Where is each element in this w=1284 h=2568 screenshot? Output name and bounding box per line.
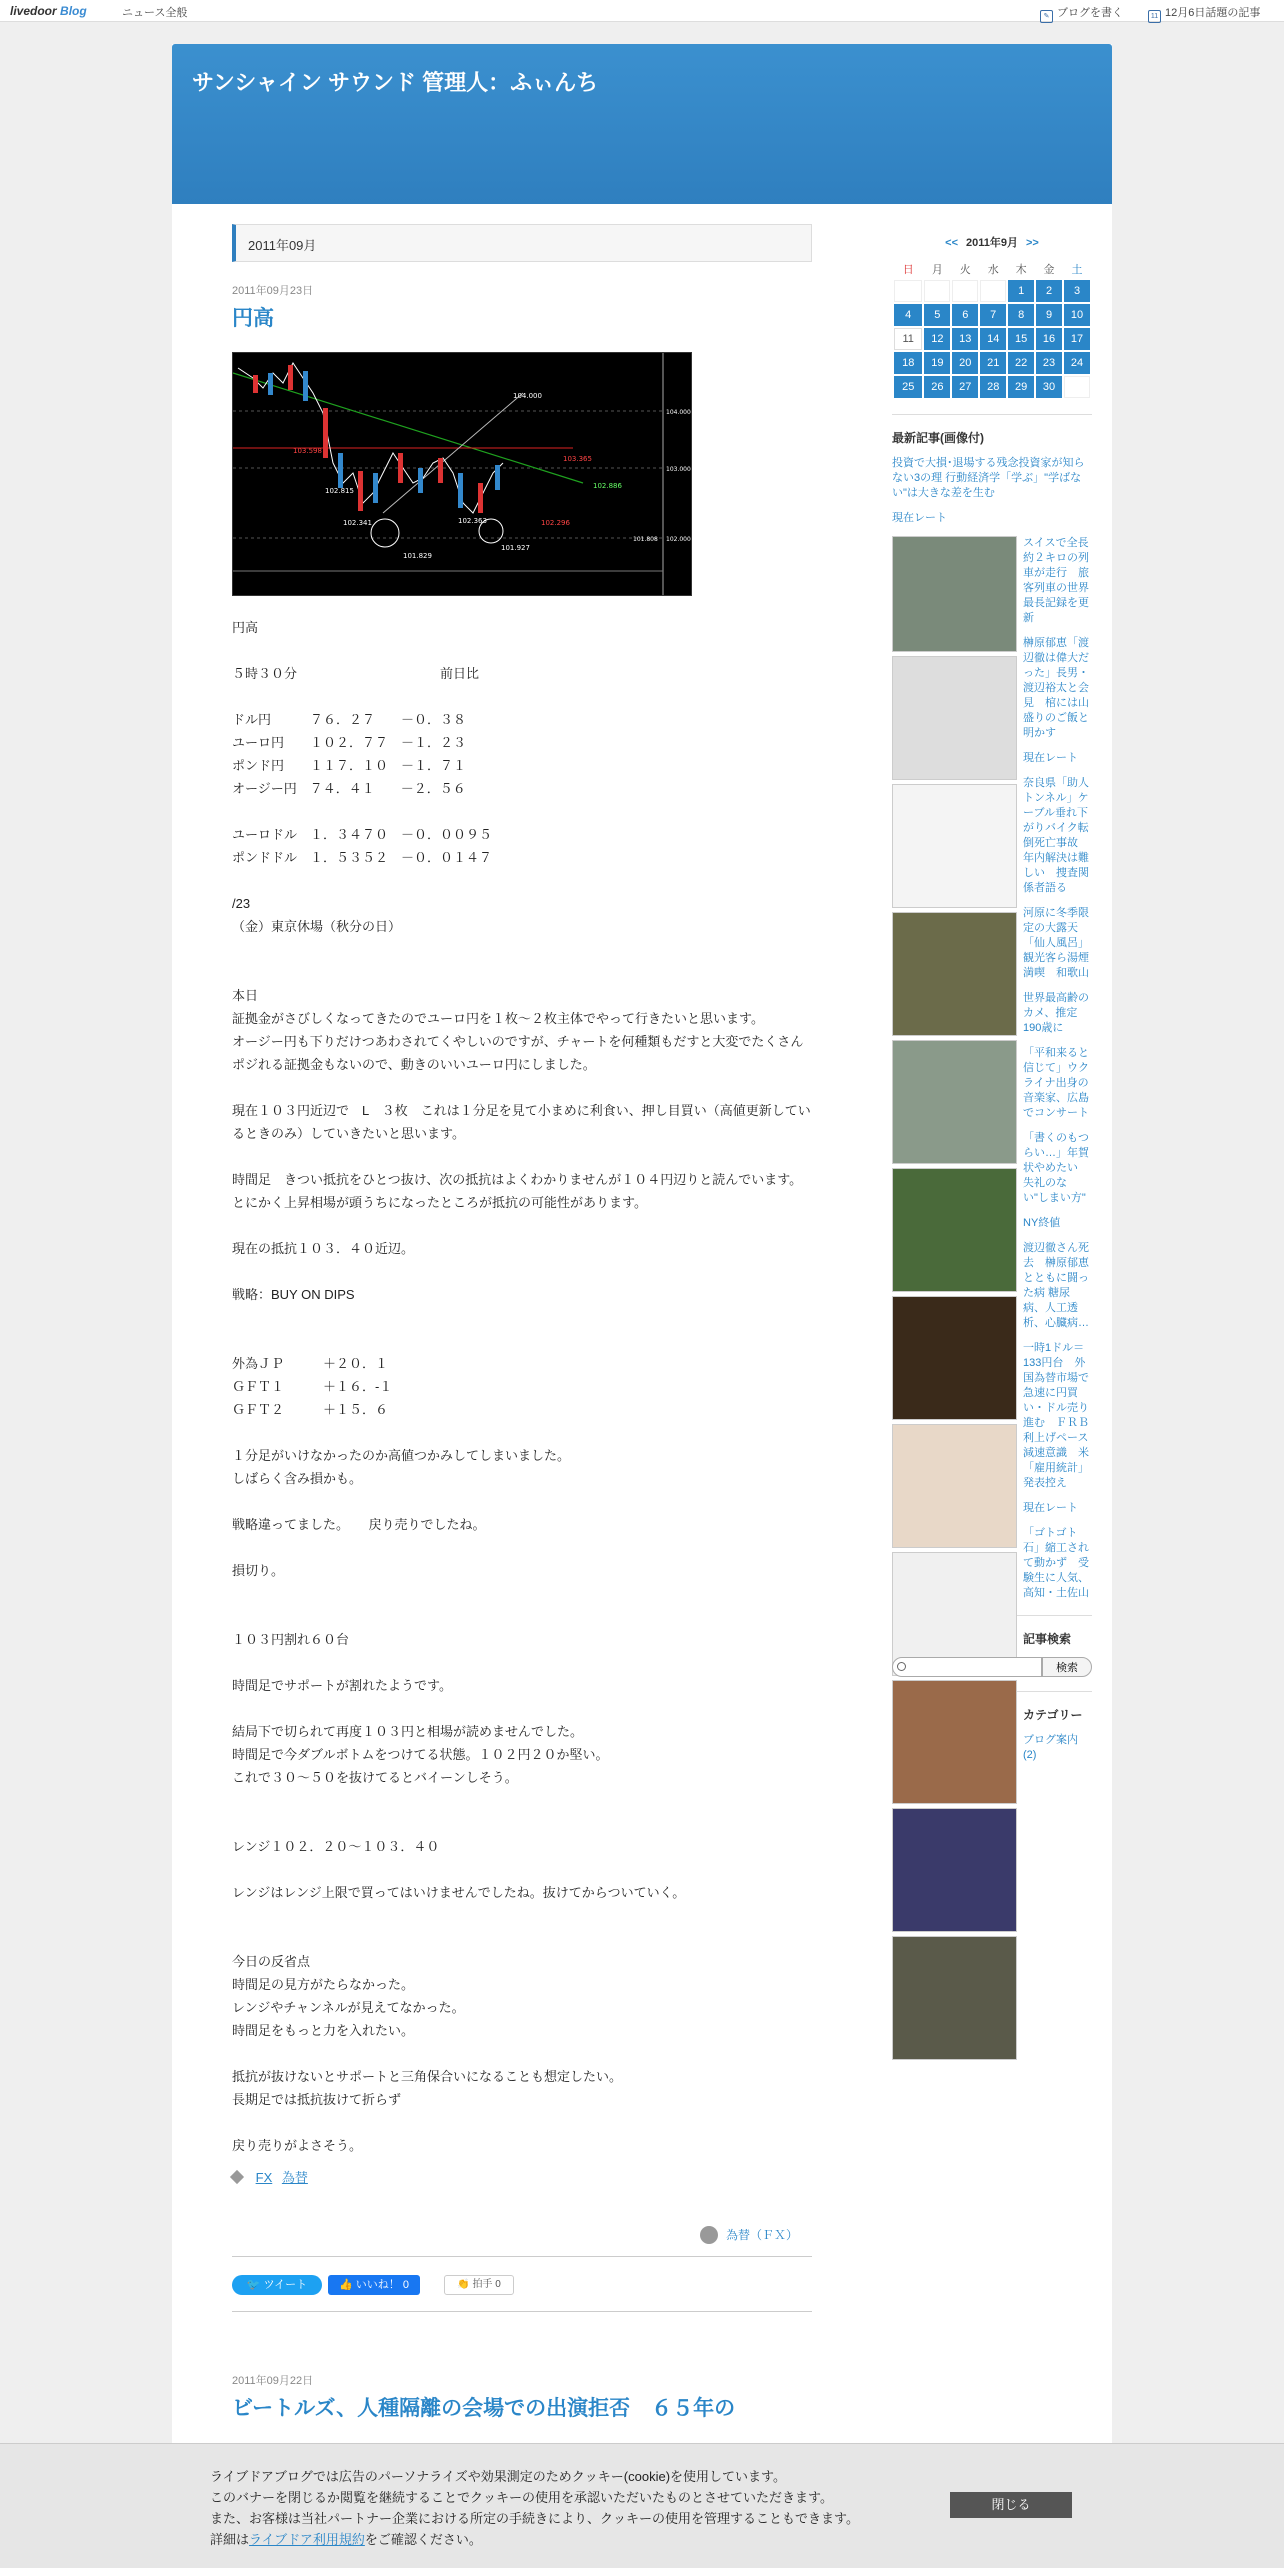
recent-post-thumbnail[interactable] (892, 536, 1017, 652)
cookie-text-pre: 詳細は (210, 2532, 250, 2547)
post-body-line: 抵抗が抜けないとサポートと三角保合いになることも想定したい。 (232, 2069, 623, 2084)
twitter-bird-icon: 🐦 (246, 2279, 261, 2291)
calendar-weekday: 日 (902, 264, 914, 276)
chart-label: 101.808 (633, 536, 658, 543)
post-body-line: 戻り売りがよさそう。 (232, 2138, 363, 2153)
recent-post-text[interactable]: 奈良県「助人トンネル」ケーブル垂れ下がりバイク転倒死亡事故 年内解決は難しい 捜査関係者語る (1023, 777, 1089, 894)
post-body-line (232, 1651, 812, 1674)
post-body-line: （金）東京休場（秋分の日） (232, 919, 402, 934)
post-body-line: 現在１０３円近辺で L ３枚 これは１分足を見て小まめに利食い、押し目買い（高値更新しているときのみ）していきたいと思います。 (232, 1103, 811, 1141)
thumbs-up-icon: 👍 (339, 2279, 353, 2291)
chart-label: 102.341 (343, 519, 372, 527)
calendar-weekday: 土 (1071, 264, 1083, 276)
candlestick-chart-svg (233, 353, 691, 595)
post-body-line (232, 1858, 812, 1881)
post-body-line (232, 639, 812, 662)
blog-header (172, 44, 1112, 204)
post-body-line (232, 1076, 812, 1099)
recent-post-thumbnail[interactable] (892, 1424, 1017, 1548)
fx-chart-image[interactable] (232, 352, 692, 596)
calendar-day-link[interactable]: 12 (924, 328, 950, 350)
calendar-prev-link[interactable]: << (945, 237, 958, 249)
post-body-line: 時間足で今ダブルボトムをつけてる状態。１０２円２０か堅い。 (232, 1747, 609, 1762)
clap-icon: 👏 (457, 2279, 470, 2290)
post-body-line: ドル円 ７６．２７ －０．３８ (232, 712, 467, 727)
post-body-line: ユーロ円 １０２．７７ －１．２３ (232, 735, 467, 750)
search-button[interactable]: 検索 (1042, 1657, 1092, 1677)
post-body-line (232, 1306, 812, 1329)
recent-post-text[interactable]: 「ゴトゴト石」縮工されて動かず 受験生に人気、高知・土佐山 (1023, 1527, 1089, 1599)
blog-title[interactable]: サンシャイン サウンド 管理人：ふぃんち (192, 70, 599, 95)
like-label: いいね！ 0 (355, 2279, 409, 2291)
calendar-empty-cell (1064, 376, 1090, 398)
recent-posts-heading: 最新記事(画像付) (892, 431, 984, 445)
post-body (232, 616, 812, 2157)
calendar-icon: 11 (1148, 10, 1161, 23)
calendar-day-link[interactable]: 7 (980, 304, 1006, 326)
cookie-text (210, 2529, 930, 2550)
cookie-text: このバナーを閉じるか閲覧を継続することでクッキーの使用を承認いただいたものとさせていただきます。 (210, 2490, 833, 2505)
post-body-line: これで３０～５０を抜けてるとバイーンしそう。 (232, 1770, 518, 1785)
chart-label: 103.365 (563, 455, 592, 463)
calendar-weekday: 火 (959, 264, 971, 276)
calendar-header (892, 234, 1092, 250)
calendar-title: 2011年9月 (966, 237, 1018, 249)
calendar-day-link[interactable]: 3 (1064, 280, 1090, 302)
calendar-day-link[interactable]: 8 (1008, 304, 1034, 326)
post-body-line: 円高 (232, 620, 259, 635)
post-body-line: レンジはレンジ上限で買ってはいけませんでしたね。抜けてからついていく。 (232, 1885, 686, 1900)
tag-link[interactable]: FX (255, 2170, 273, 2185)
sidebar (892, 234, 1095, 2064)
calendar-day-link[interactable]: 25 (894, 376, 922, 398)
calendar-day-link[interactable]: 28 (980, 376, 1006, 398)
post-body-line: ＧＦＴ２ ＋１５．６ (232, 1402, 389, 1417)
recent-post-thumbnail[interactable] (892, 912, 1017, 1036)
recent-post-thumbnail[interactable] (892, 1296, 1017, 1420)
recent-post-text[interactable]: 榊原郁恵「渡辺徹は偉大だった」長男・渡辺裕太と会見 棺には山盛りのご飯と明かす (1023, 637, 1089, 739)
chart-axis-label: 102.000 (666, 536, 691, 543)
recent-post-thumbnail[interactable] (892, 656, 1017, 780)
calendar-day-link[interactable]: 22 (1008, 352, 1034, 374)
recent-post-text[interactable]: 現在レート (892, 512, 947, 524)
post-body-line (232, 938, 812, 961)
recent-post-link (892, 511, 1092, 526)
post-body-line: 結局下で切られて再度１０３円と相場が読めませんでした。 (232, 1724, 584, 1739)
calendar-day-link[interactable]: 16 (1036, 328, 1062, 350)
recent-post-text[interactable]: 「平和来ると信じて」ウクライナ出身の音楽家、広島でコンサート (1023, 1047, 1089, 1119)
cookie-close-button[interactable]: 閉じる (950, 2492, 1072, 2518)
calendar-day-link[interactable]: 1 (1008, 280, 1034, 302)
post-body-line: 今日の反省点 (232, 1954, 311, 1969)
main-column (232, 224, 812, 2422)
facebook-like-button[interactable] (328, 2275, 420, 2295)
post-body-line: レンジやチャンネルが見えてなかった。 (232, 2000, 465, 2015)
calendar-day-link[interactable]: 4 (894, 304, 922, 326)
post-body-line: オージー円も下りだけつあわされてくやしいのですが、チャートを何種類もだすと大変でたくさんポジれる証拠金もないので、動きのいいユーロ円にしました。 (232, 1034, 804, 1072)
recent-post-thumbnail[interactable] (892, 1808, 1017, 1932)
calendar-day-link[interactable]: 29 (1008, 376, 1034, 398)
post-body-line (232, 1536, 812, 1559)
chart-axis-label: 104.000 (666, 409, 691, 416)
post-body-line: 現在の抵抗１０３．４０近辺。 (232, 1241, 415, 1256)
cookie-text-post: をご確認ください。 (364, 2532, 482, 2547)
page-container (172, 44, 1112, 2568)
post-body-line (232, 2042, 812, 2065)
category-icon (700, 2226, 718, 2244)
post-body-line (232, 869, 812, 892)
cookie-text: ライブドアブログでは広告のパーソナライズや効果測定のためクッキー(cookie)を使用しています。 (210, 2469, 786, 2484)
post-date: 2011年09月23日 (232, 285, 314, 297)
pencil-icon: ✎ (1040, 10, 1053, 23)
cookie-text: また、お客様は当社パートナー企業における所定の手続きにより、クッキーの使用を管理することもできます。 (210, 2511, 859, 2526)
recent-post-text[interactable]: NY終値 (1023, 1217, 1061, 1229)
category-heading: カテゴリー (1023, 1708, 1083, 1722)
post-body-line (232, 2111, 812, 2134)
search-heading: 記事検索 (1023, 1632, 1072, 1646)
chart-axis-label: 103.000 (666, 466, 691, 473)
post-body-line: 本日 (232, 988, 259, 1003)
recent-post-text[interactable]: 渡辺徹さん死去 榊原郁恵とともに闘った病 糖尿病、人工透析、心臓病… (1023, 1242, 1089, 1329)
calendar-day-link[interactable]: 2 (1036, 280, 1062, 302)
post-body-line: オージー円 ７４．４１ －２．５６ (232, 781, 466, 796)
post-body-line: ＧＦＴ１ ＋１６．‐１ (232, 1379, 393, 1394)
calendar-empty-cell (924, 280, 950, 302)
post-tags (232, 2167, 812, 2186)
chart-label: 102.886 (593, 482, 622, 490)
post-body-line: しばらく含み損かも。 (232, 1471, 363, 1486)
calendar-weekday: 月 (931, 264, 943, 276)
recent-post-text[interactable]: 現在レート (1023, 752, 1078, 764)
search-icon (897, 1662, 906, 1671)
post-body-line (232, 685, 812, 708)
calendar-table (892, 258, 1092, 400)
post-body-line: ポンドドル １．５３５２ －０．０１４７ (232, 850, 493, 865)
search-input[interactable] (892, 1657, 1042, 1677)
cookie-banner (0, 2443, 1284, 2568)
post-body-line: ユーロドル １．３４７０ －０．００９５ (232, 827, 493, 842)
recent-post-text[interactable]: 現在レート (1023, 1502, 1078, 1514)
top-bar (0, 0, 1284, 22)
post-body-line (232, 1260, 812, 1283)
calendar-day-link[interactable]: 13 (952, 328, 978, 350)
post-body-line: 時間足の見方がたらなかった。 (232, 1977, 415, 1992)
calendar-day-link[interactable]: 19 (924, 352, 950, 374)
write-blog-link[interactable] (1040, 4, 1123, 23)
calendar-day-link[interactable]: 20 (952, 352, 978, 374)
calendar-day-link[interactable]: 26 (924, 376, 950, 398)
post-category (232, 2226, 812, 2244)
post-body-line: /23 (232, 896, 251, 911)
recent-post-text[interactable]: 「書くのもつらい…」年賀状やめたい 失礼のない"しまい方" (1023, 1132, 1089, 1204)
today-topics-label: 12月6日話題の記事 (1165, 7, 1261, 19)
post-body-line (232, 1329, 812, 1352)
chart-label: 101.927 (501, 544, 530, 552)
calendar-day-link[interactable]: 17 (1064, 328, 1090, 350)
post-body-line: 損切り。 (232, 1563, 285, 1578)
recent-post-text[interactable]: 投資で大損･退場する残念投資家が知らない3の理 行動経済学「学ぶ」"学ばない"は大きな差を生む (892, 457, 1085, 499)
archive-month-heading: 2011年09月 (232, 224, 812, 262)
tag-icon (230, 2170, 244, 2184)
post-title[interactable]: ビートルズ、人種隔離の会場での出演拒否 ６５年の (232, 2397, 736, 2420)
post-body-line (232, 961, 812, 984)
calendar-day-link[interactable]: 10 (1064, 304, 1090, 326)
calendar-empty-cell (980, 280, 1006, 302)
recent-post-thumbnail[interactable] (892, 1680, 1017, 1804)
tag-link[interactable]: 為替 (281, 2170, 308, 2185)
calendar-day-link[interactable]: 5 (924, 304, 950, 326)
chart-label: 102.815 (325, 487, 354, 495)
recent-post-link (892, 456, 1092, 501)
post-body-line: １分足がいけなかったのか高値つかみしてしまいました。 (232, 1448, 571, 1463)
calendar-empty-cell (952, 280, 978, 302)
logo-text: livedoor (10, 4, 57, 18)
tweet-button[interactable] (232, 2275, 322, 2295)
calendar-day-link[interactable]: 18 (894, 352, 922, 374)
terms-link[interactable]: ライブドア利用規約 (249, 2532, 365, 2547)
calendar-day-link[interactable]: 21 (980, 352, 1006, 374)
post-body-line (232, 1904, 812, 1927)
calendar-day-link[interactable]: 24 (1064, 352, 1090, 374)
calendar-day-link[interactable]: 9 (1036, 304, 1062, 326)
post-body-line: 時間足でサポートが割れたようです。 (232, 1678, 452, 1693)
chart-label: 104.000 (513, 392, 542, 400)
post-body-line: ポンド円 １１７．１０ －１．７１ (232, 758, 467, 773)
post-body-line (232, 1812, 812, 1835)
post-body-line: レンジ１０２．２０～１０３．４０ (232, 1839, 440, 1854)
recent-post-thumbnail[interactable] (892, 1040, 1017, 1164)
category-item-link[interactable]: ブログ案内 (2) (1023, 1734, 1078, 1761)
today-topics-link[interactable] (1148, 4, 1260, 23)
calendar-day-link[interactable]: 6 (952, 304, 978, 326)
post-body-line (232, 1605, 812, 1628)
recent-post-thumbnail[interactable] (892, 784, 1017, 908)
logo-blog-text: Blog (60, 4, 87, 18)
post-body-line: とにかく上昇相場が頭うちになったところが抵抗の可能性があります。 (232, 1195, 647, 1210)
search-form (892, 1657, 1092, 1677)
post-body-line: 時間足をもっと力を入れたい。 (232, 2023, 415, 2038)
chart-label: 102.296 (541, 519, 570, 527)
social-buttons (232, 2275, 812, 2295)
post-body-line: 戦略違ってました。 戻り売りでしたね。 (232, 1517, 486, 1532)
chart-label: 102.363 (458, 517, 487, 525)
post-body-line: 長期足では抵抗抜けて折らず (232, 2092, 402, 2107)
calendar-day: 11 (894, 328, 922, 350)
post-body-line: 時間足 きつい抵抗をひとつ抜け、次の抵抗はよくわかりませんが１０４円辺りと読んでいます。 (232, 1172, 803, 1187)
calendar-day-link[interactable]: 23 (1036, 352, 1062, 374)
news-link[interactable]: ニュース全般 (122, 7, 188, 19)
recent-post-thumbnail[interactable] (892, 1168, 1017, 1292)
chart-label: 103.598 (293, 447, 322, 455)
recent-post-item[interactable] (892, 536, 1092, 626)
divider (892, 414, 1092, 415)
calendar-day-link[interactable]: 14 (980, 328, 1006, 350)
calendar-next-link[interactable]: >> (1025, 237, 1039, 249)
recent-post-text[interactable]: スイスで全長約２キロの列車が走行 旅客列車の世界最長記録を更新 (1023, 537, 1089, 624)
tweet-label: ツイート (263, 2279, 308, 2291)
post-body-line (232, 1927, 812, 1950)
recent-post-text[interactable]: 河原に冬季限定の大露天「仙人風呂」 観光客ら湯煙満喫 和歌山 (1023, 907, 1095, 979)
chart-label: 101.829 (403, 552, 432, 560)
recent-post-text[interactable]: 世界最高齢のカメ、推定190歳に (1023, 992, 1089, 1034)
post-body-line (232, 1697, 812, 1720)
livedoor-blog-logo[interactable] (10, 4, 87, 18)
clap-label: 拍手 0 (472, 2279, 501, 2290)
post-body-line: 外為ＪＰ ＋２０．１ (232, 1356, 389, 1371)
cookie-message (210, 2466, 930, 2550)
divider (232, 2256, 812, 2257)
post-body-line (232, 1145, 812, 1168)
recent-post-text[interactable]: 一時1ドル＝133円台 外国為替市場で急速に円買い・ドル売り進む ＦＲＢ利上げペース減速意識 米「雇用統計」発表控え (1023, 1342, 1089, 1489)
recent-post-thumbnail[interactable] (892, 1936, 1017, 2060)
post-body-line (232, 1490, 812, 1513)
calendar-weekday: 水 (987, 264, 999, 276)
calendar-day-link[interactable]: 15 (1008, 328, 1034, 350)
post-body-line: １０３円割れ６０台 (232, 1632, 350, 1647)
post-body-line: 証拠金がさびしくなってきたのでユーロ円を１枚～２枚主体でやって行きたいと思います。 (232, 1011, 764, 1026)
calendar-weekday: 木 (1015, 264, 1027, 276)
write-blog-label: ブログを書く (1057, 7, 1123, 19)
category-link[interactable]: 為替（ＦＸ） (725, 2228, 798, 2242)
post-date: 2011年09月22日 (232, 2375, 314, 2387)
divider (232, 2311, 812, 2312)
calendar-weekday: 金 (1043, 264, 1055, 276)
post-body-line: ５時３０分 前日比 (232, 666, 480, 681)
post-body-line (232, 1214, 812, 1237)
calendar-empty-cell (894, 280, 922, 302)
clap-button[interactable] (444, 2275, 514, 2295)
post-body-line (232, 1421, 812, 1444)
post-title[interactable]: 円高 (232, 307, 274, 330)
post-body-line (232, 1789, 812, 1812)
calendar-day-link[interactable]: 27 (952, 376, 978, 398)
calendar-day-link[interactable]: 30 (1036, 376, 1062, 398)
post-body-line: 戦略：BUY ON DIPS (232, 1287, 355, 1302)
recent-posts-list (892, 536, 1095, 1491)
post-body-line (232, 800, 812, 823)
post-body-line (232, 1582, 812, 1605)
